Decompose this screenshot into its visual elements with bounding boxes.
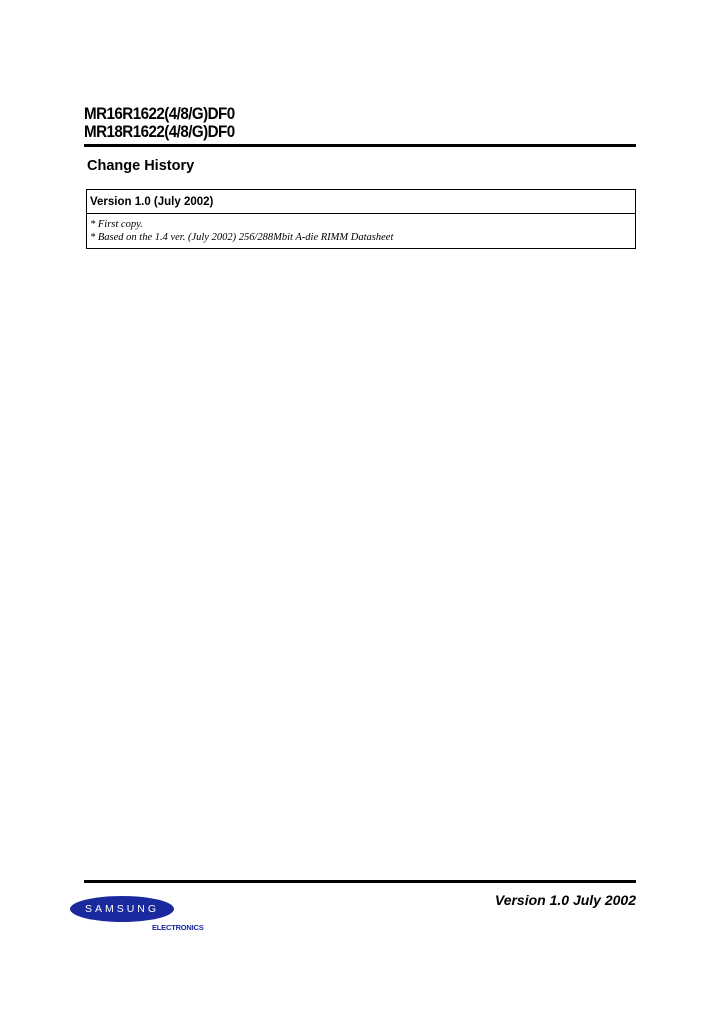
samsung-logo bbox=[70, 896, 204, 938]
notes-cell bbox=[87, 214, 635, 248]
part-number-line-2: MR18R1622(4/8/G)DF0 bbox=[84, 123, 235, 141]
samsung-logo-oval: SAMSUNG bbox=[70, 896, 174, 922]
samsung-logo-subtext: ELECTRONICS bbox=[152, 923, 204, 932]
change-history-table bbox=[86, 189, 636, 249]
version-row: Version 1.0 (July 2002) bbox=[87, 190, 635, 214]
history-note: * Based on the 1.4 ver. (July 2002) 256/288Mbit A-die RIMM Datasheet bbox=[90, 232, 394, 243]
header-divider bbox=[84, 144, 636, 147]
footer-divider bbox=[84, 880, 636, 883]
footer-version: Version 1.0 July 2002 bbox=[494, 892, 636, 908]
part-number-title bbox=[84, 105, 248, 141]
history-note: * First copy. bbox=[90, 219, 143, 230]
section-title: Change History bbox=[87, 158, 195, 174]
part-number-line-1: MR16R1622(4/8/G)DF0 bbox=[84, 105, 235, 123]
